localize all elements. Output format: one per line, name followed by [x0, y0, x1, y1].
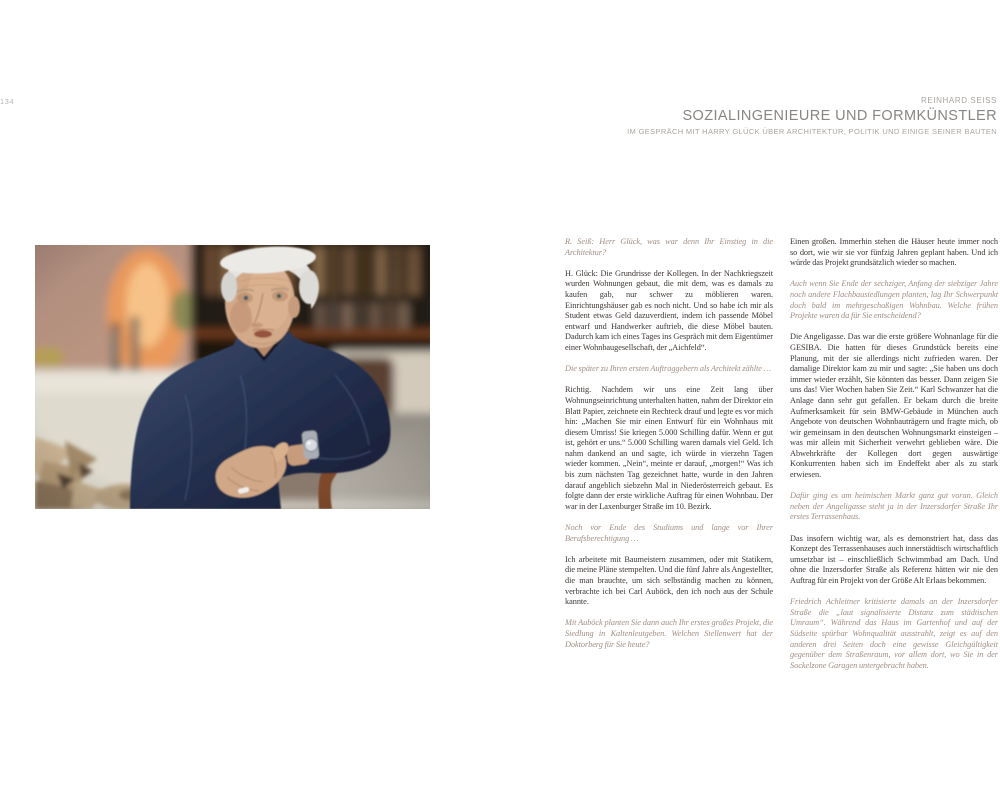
- paragraph-question: Noch vor Ende des Studiums und lange vor Ihrer Berufsberechtigung …: [565, 523, 773, 543]
- article-subtitle: IM GESPRÄCH MIT HARRY GLÜCK ÜBER ARCHITEKTUR, POLITIK UND EINIGE SEINER BAUTEN: [627, 127, 997, 136]
- article-title: SOZIALINGENIEURE UND FORMKÜNSTLER: [682, 108, 997, 124]
- paragraph-answer: H. Glück: Die Grundrisse der Kollegen. In der Nachkriegszeit wurden Wohnungen gebaut, die mit dem, was es damals zu kaufen gab, nur schwer zu möblieren waren. Einrichtungshäuser gab es noch nicht. Und so habe ich mir als Student etwas Geld dazuverdient, indem ich passende Möbel entwarf und Handwerker auftrieb, die diese Möbel bauten. Dadurch kam ich eines Tages ins Gespräch mit dem Eigentümer einer Wohnbaugesellschaft, der „Aichfeld“.: [565, 268, 773, 352]
- text-column-left: [565, 237, 773, 661]
- paragraph-question: Dafür ging es am heimischen Markt ganz gut voran. Gleich neben der Angeligasse steht ja in der Inzersdorfer Straße Ihr erstes Terrassenhaus.: [790, 491, 998, 522]
- paragraph-question: Friedrich Achleitner kritisierte damals an der Inzersdorfer Straße die „laut signalisierte Distanz zum städtischen Umraum“. Während das Haus im Gartenhof und auf der Südseite spürbar Wohnqualität ausstrahlt, zeigt es auf den anderen drei Seiten doch eine gewisse Gleichgültigkeit gegenüber dem Straßenraum, vor allem dort, wo Sie in der Sockelzone Garagen untergebracht haben.: [790, 597, 998, 670]
- page-number: 134: [0, 97, 15, 106]
- paragraph-question: Mit Auböck planten Sie dann auch Ihr erstes großes Projekt, die Siedlung in Kaltenleutgeben. Welchen Stellenwert hat der Doktorberg für Sie heute?: [565, 618, 773, 649]
- text-column-right: [790, 237, 998, 682]
- paragraph-question: Auch wenn Sie Ende der sechziger, Anfang der siebziger Jahre noch andere Flachbausiedlungen planten, lag Ihr Schwerpunkt doch bald im mehrgeschoßigen Wohnbau. Welche frühen Projekte waren da für Sie entscheidend?: [790, 279, 998, 321]
- paragraph-answer: Die Angeligasse. Das war die erste größere Wohnanlage für die GESIBA. Die hatten für dieses Grundstück bereits eine Planung, mit der sie allerdings nicht zufrieden waren. Der damalige Direktor kam zu mir und sagte: „Sie haben uns doch immer wieder erzählt, Sie könnten das besser. Dann zeigen Sie uns das! Vier Wochen haben Sie Zeit.“ Karl Schwanzer hat die Anlage dann sehr gut gefallen. Er bekam durch die breite Aufmerksamkeit für sein BMW-Gebäude in München auch Angebote von deutschen Wohnbauträgern und fragte mich, ob wir gemeinsam in den deutschen Wohnungsmarkt einsteigen – was mir allein mit Sicherheit verwehrt geblieben wäre. Die Abwehrkräfte der Kollegen dort gegen auswärtige Konkurrenten haben sich im Endeffekt aber als zu stark erwiesen.: [790, 332, 998, 480]
- interview-photo: [35, 245, 430, 509]
- paragraph-question: Die später zu Ihren ersten Auftraggebern als Architekt zählte …: [565, 364, 771, 374]
- author-name: REINHARD SEISS: [921, 96, 997, 105]
- paragraph-answer: Richtig. Nachdem wir uns eine Zeit lang über Wohnungseinrichtung unterhalten hatten, nahm der Direktor ein Blatt Papier, zeichnete ein Rechteck drauf und legte es vor mich hin: „Machen Sie mir einen Entwurf für ein Wohnhaus mit diesem Umriss! Sie kriegen 5.000 Schilling dafür. Wenn er gut ist, gehört er uns.“ 5.000 Schilling waren damals viel Geld. Ich nahm dankend an und sagte, ich würde in vierzehn Tagen wieder kommen. „Nein“, meinte er darauf, „morgen!“ Was ich bis zum nächsten Tag gezeichnet hatte, wurde in den Jahren darauf angeblich siebzehn Mal in Niederösterreich gebaut. Es folgte dann der erste wirkliche Auftrag für einen Wohnbau. Der war in der Laxenburger Straße im 10. Bezirk.: [565, 385, 773, 511]
- paragraph-answer: Das insofern wichtig war, als es demonstriert hat, dass das Konzept des Terrassenhauses auch innerstädtisch wirtschaftlich umsetzbar ist – einschließlich Schwimmbad am Dach. Und ohne die Inzersdorfer Straße als Referenz hätten wir nie den Auftrag für ein Projekt von der Größe Alt Erlaas bekommen.: [790, 533, 998, 585]
- photo-vignette: [35, 245, 430, 509]
- photo-illustration: [35, 245, 430, 509]
- article-header: [627, 96, 997, 136]
- paragraph-answer: Ich arbeitete mit Baumeistern zusammen, oder mit Statikern, die meine Pläne stempelten. Und die fünf Jahre als Angestellter, die man brauchte, um sich selbständig machen zu können, verbrachte ich bei Carl Auböck, den ich noch aus der Schule kannte.: [565, 554, 773, 607]
- paragraph-answer: Einen großen. Immerhin stehen die Häuser heute immer noch so dort, wie wir sie vor fünfzig Jahren geplant haben. Und ich würde das Projekt grundsätzlich wieder so machen.: [790, 237, 998, 268]
- paragraph-question: R. Seiß: Herr Glück, was war denn Ihr Einstieg in die Architektur?: [565, 237, 773, 257]
